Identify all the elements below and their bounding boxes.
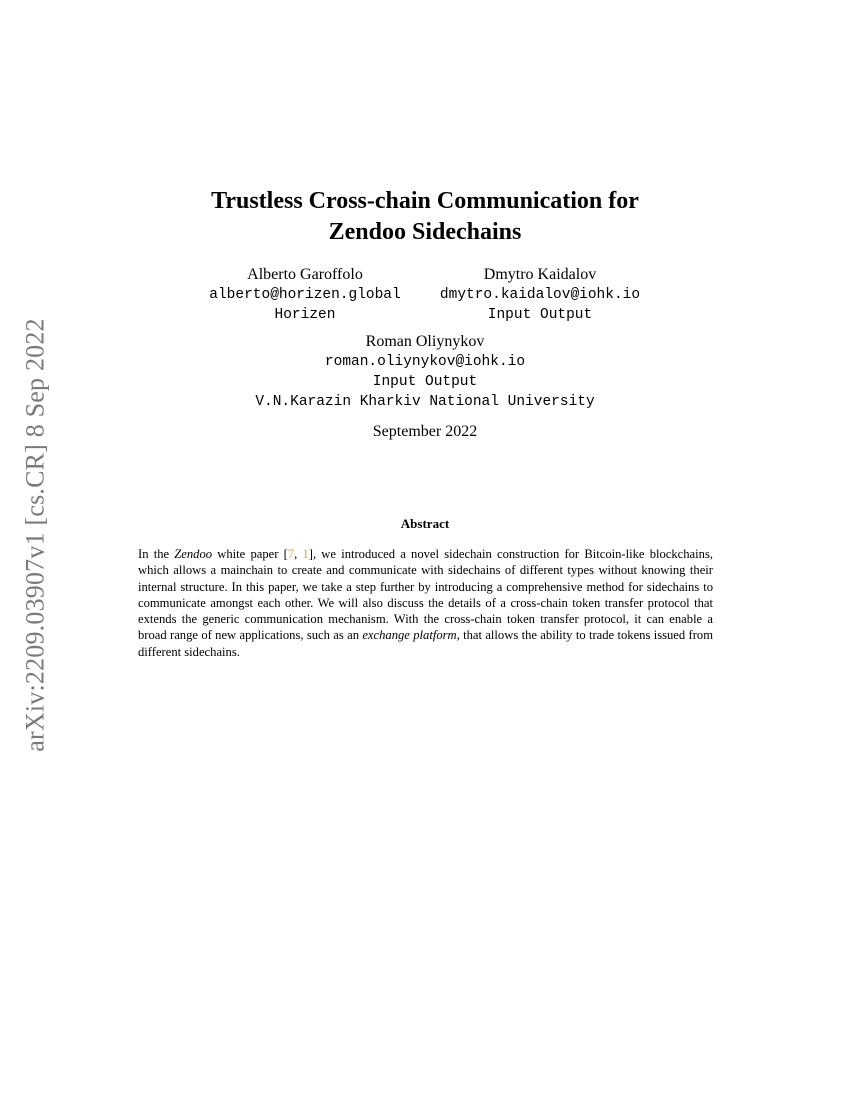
paper-title (0, 186, 850, 248)
arxiv-identifier-text: arXiv:2209.03907v1 [cs.CR] 8 Sep 2022 (21, 318, 51, 752)
exchange-platform-term: exchange platform (362, 628, 457, 643)
citation-link-1[interactable]: 1 (302, 547, 309, 561)
author-email[interactable]: dmytro.kaidalov@iohk.io (439, 287, 641, 303)
author-name: Alberto Garoffolo (247, 266, 363, 283)
title-line-1: Trustless Cross-chain Communication for (211, 188, 639, 214)
author-name: Dmytro Kaidalov (483, 266, 597, 283)
abstract-body (138, 546, 713, 660)
author-block-oliynykov (0, 332, 850, 412)
author-affiliation-secondary: V.N.Karazin Kharkiv National University (255, 394, 595, 410)
citation-separator: , (294, 547, 303, 561)
abstract-text: , that allows the ability to trade tokens issued from different sidechains. (138, 628, 714, 659)
title-line-2: Zendoo Sidechains (328, 219, 522, 245)
author-affiliation: Horizen (274, 307, 336, 323)
citation-link-7[interactable]: 7 (287, 547, 295, 561)
abstract-text: white paper [ (212, 547, 288, 561)
author-email[interactable]: alberto@horizen.global (209, 287, 401, 303)
abstract-text: ], we introduced a novel sidechain construction for Bitcoin-like blockchains, which allows a mainchain to create and communicate with sidechains of different types without knowing their internal structure. In this paper, we take a step further by introducing a comprehensive method for sidechains to communicate amongst each other. We will also discuss the details of a cross-chain token transfer protocol that extends the generic communication mechanism. With the cross-chain token transfer protocol, it can enable a broad range of new applications, such as an (138, 547, 713, 643)
author-block-kaidalov (435, 265, 645, 325)
author-block-garoffolo (205, 265, 405, 325)
author-affiliation: Input Output (372, 374, 478, 390)
abstract-text: In the (138, 547, 175, 561)
author-affiliation: Input Output (487, 307, 593, 323)
zendoo-term: Zendoo (174, 547, 213, 561)
authors-row (0, 265, 850, 325)
author-name: Roman Oliynykov (365, 333, 485, 350)
author-email[interactable]: roman.oliynykov@iohk.io (324, 354, 526, 370)
publication-date: September 2022 (372, 423, 478, 440)
abstract-heading: Abstract (400, 516, 450, 531)
